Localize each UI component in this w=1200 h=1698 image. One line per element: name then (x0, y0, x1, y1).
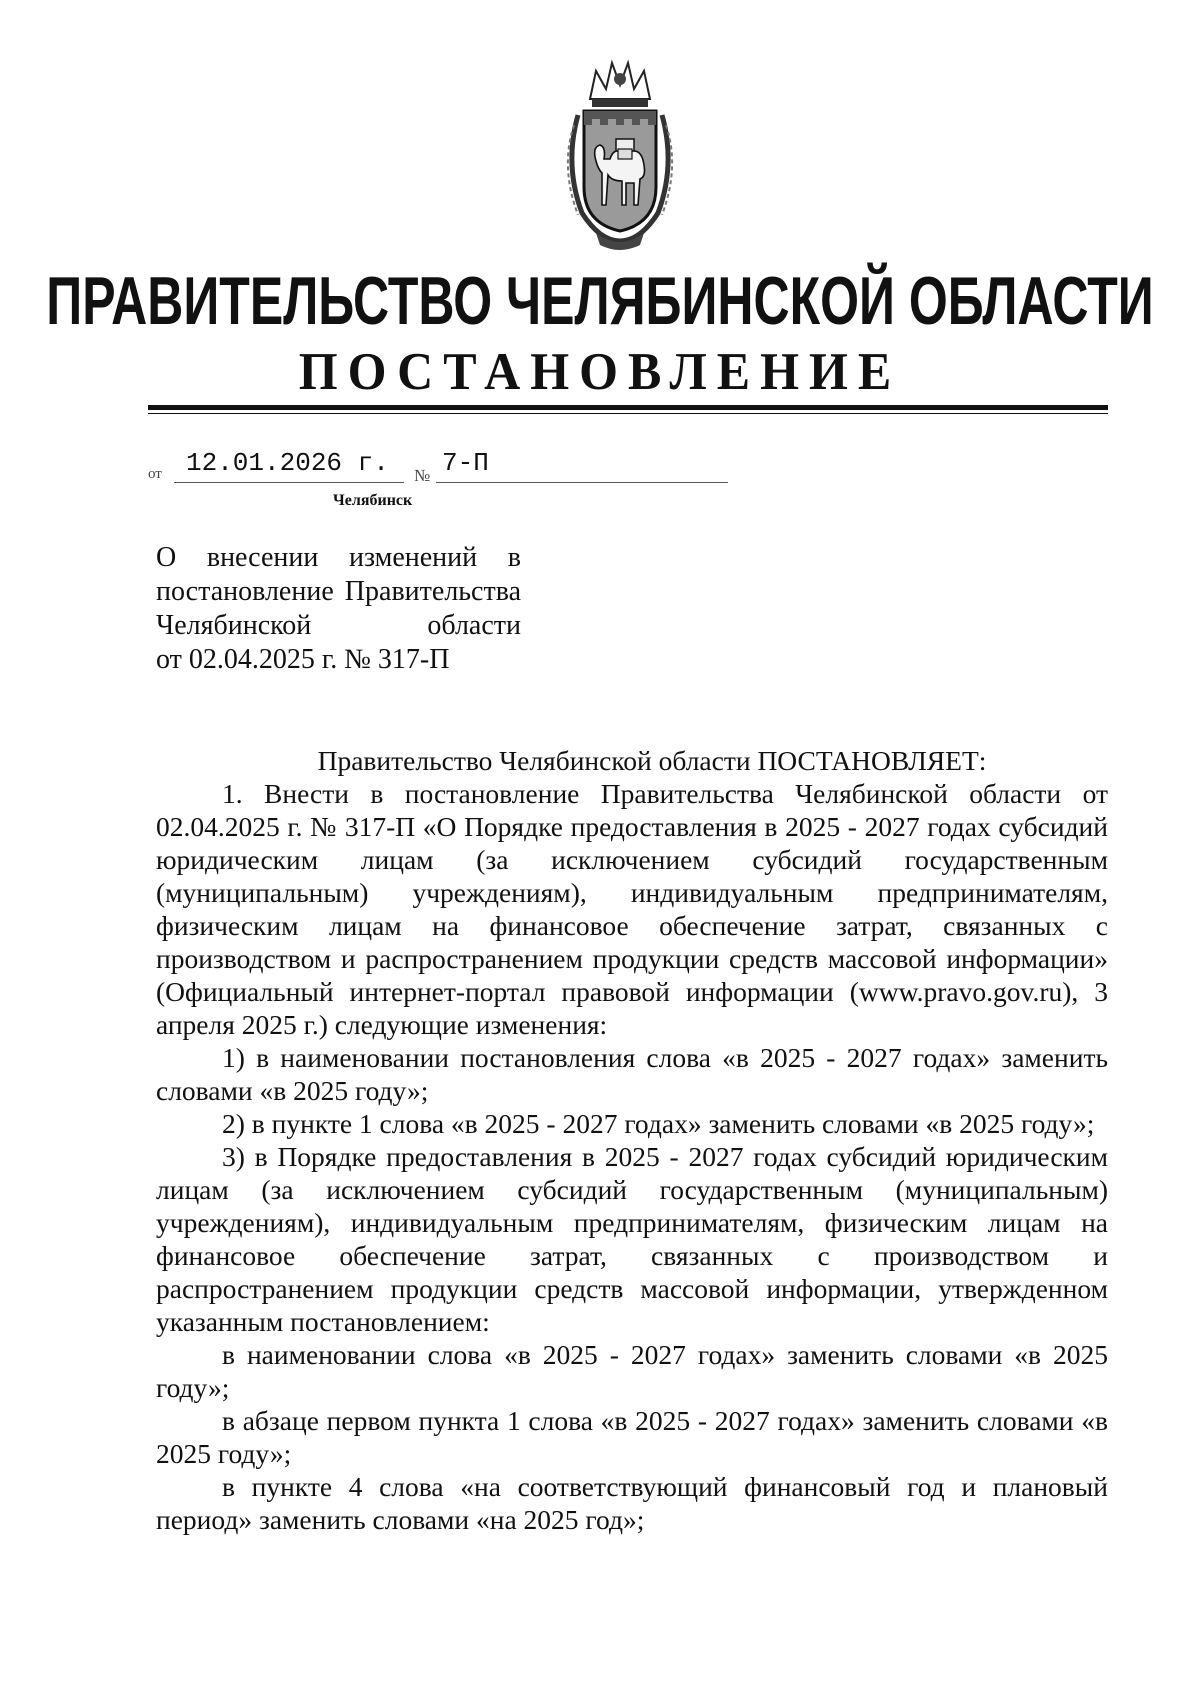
city-name: Челябинск (333, 492, 413, 509)
number-label: № (414, 466, 431, 485)
coat-of-arms-emblem (556, 55, 684, 255)
subject-line: О внесении изменений в (156, 542, 521, 573)
body-paragraph: в наименовании слова «в 2025 - 2027 годах» заменить словами «в 2025 году»; (156, 1339, 1108, 1403)
header-rule-thin (148, 413, 1108, 414)
body-paragraph: 3) в Порядке предоставления в 2025 - 2027 годах субсидий юридическим лицам (за исключением субсидий государственным (муниципальным) учреждениям), индивидуальным предпринимателям, физическим лицам на финансовое обеспечение затрат, связанных с производством и распространением продукции средств массовой информации, утвержденном указанным постановлением: (156, 1141, 1108, 1337)
body-paragraph: 1) в наименовании постановления слова «в 2025 - 2027 годах» заменить словами «в 2025 году»; (156, 1042, 1108, 1106)
body-paragraph: 2) в пункте 1 слова «в 2025 - 2027 годах» заменить словами «в 2025 году»; (222, 1108, 1095, 1139)
date-label: от (148, 466, 162, 482)
body-paragraph: в пункте 4 слова «на соответствующий финансовый год и плановый период» заменить словами «на 2025 год»; (156, 1471, 1108, 1535)
subject-line: от 02.04.2025 г. № 317-П (156, 644, 450, 675)
document-number: 7-П (442, 448, 489, 478)
body-paragraph: 1. Внести в постановление Правительства Челябинской области от 02.04.2025 г. № 317-П «О Порядке предоставления в 2025 - 2027 годах субсидий юридическим лицам (за исключением субсидий государственным (муниципальным) учреждениям), индивидуальным предпринимателям, физическим лицам на финансовое обеспечение затрат, связанных с производством и распространением продукции средств массовой информации» (Официальный интернет-портал правовой информации (www.pravo.gov.ru), 3 апреля 2025 г.) следующие изменения: (156, 778, 1108, 1040)
body-paragraph: в абзаце первом пункта 1 слова «в 2025 - 2027 годах» заменить словами «в 2025 году»; (156, 1405, 1108, 1469)
document-subject (156, 541, 521, 677)
document-date: 12.01.2026 г. (186, 448, 389, 478)
number-underline (436, 482, 728, 483)
document-body (156, 744, 1108, 1536)
subject-line: постановление Правительства (156, 576, 521, 607)
date-underline (174, 482, 404, 483)
organization-title: ПРАВИТЕЛЬСТВО ЧЕЛЯБИНСКОЙ ОБЛАСТИ (46, 263, 1154, 339)
document-meta (148, 448, 708, 508)
resolution-intro: Правительство Челябинской области ПОСТАНОВЛЯЕТ: (317, 745, 987, 776)
subject-line: Челябинской области (156, 610, 521, 641)
header-rule-thick (148, 405, 1108, 410)
document-type-title: ПОСТАНОВЛЕНИЕ (298, 341, 902, 401)
